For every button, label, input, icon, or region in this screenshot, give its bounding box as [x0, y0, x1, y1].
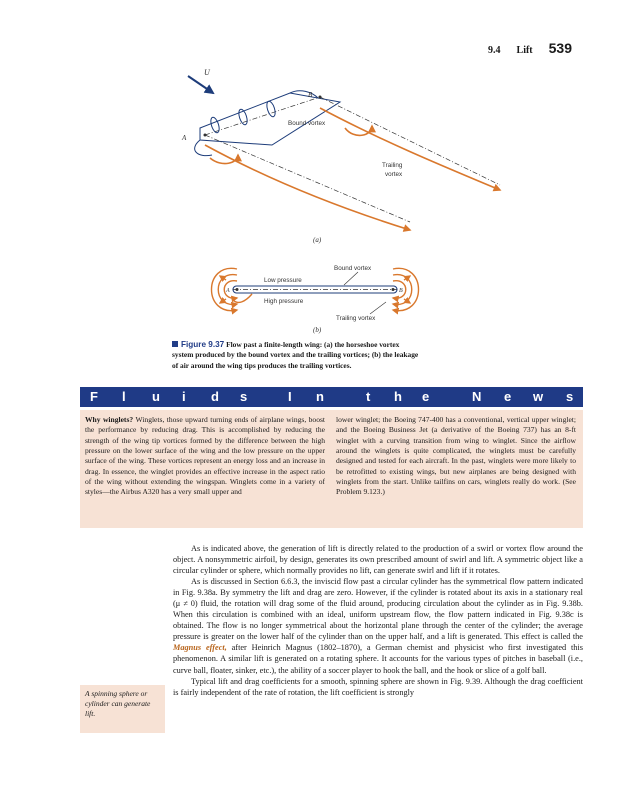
magnus-effect-term: Magnus effect, — [173, 643, 227, 653]
trailing-vortices — [205, 97, 500, 230]
banner-letter: s — [240, 389, 248, 404]
panel-label-b: (b) — [313, 326, 322, 334]
point-a-label-b: A — [226, 288, 230, 294]
bound-vortex-leader — [344, 272, 358, 285]
news-lead: Why winglets? — [85, 415, 134, 424]
body-text — [173, 543, 583, 698]
news-column-left — [85, 415, 325, 498]
banner-letter: I — [288, 389, 292, 404]
high-pressure-label: High pressure — [264, 298, 304, 305]
section-title: Lift — [516, 45, 533, 56]
figure-9-37 — [0, 0, 624, 340]
banner-letter: u — [152, 389, 160, 404]
banner-letter: s — [566, 389, 574, 404]
trailing-vortex-leader — [370, 302, 386, 314]
low-pressure-label: Low pressure — [264, 277, 302, 284]
bound-vortex-rotation — [209, 100, 277, 133]
velocity-label: U — [204, 68, 210, 77]
margin-note: A spinning sphere or cylinder can generate lift. — [80, 685, 165, 733]
news-column-right: lower winglet; the Boeing 747-400 has a conventional, vertical upper winglet; and the Boeing Business Jet (a derivative of the Boeing 737) has an 8-ft winglet with a curving transition from wing to winglet. Since the airflow around the winglets is quite complicated, the winglets must be carefully designed and tested for each aircraft. In the past, winglets were more likely to be retrofitted to existing wings, but new airplanes are being designed with winglets from the start. Unlike tailfins on cars, winglets really do work. (See Problem 9.123.) — [336, 415, 576, 497]
panel-label-a: (a) — [313, 236, 322, 244]
paragraph-2 — [173, 576, 583, 675]
banner-letter: t — [366, 389, 371, 404]
caption-text: Flow past a finite-length wing: (a) the horseshoe vortex system produced by the bound vortex and the trailing vortices; (b) the leakage of air around the wing tips produces the trailing vortices. — [172, 340, 419, 370]
point-b-label-b: B — [399, 288, 403, 294]
bound-vortex-line — [205, 97, 320, 135]
banner-letter: d — [211, 389, 219, 404]
wing-tip-b-dot — [392, 288, 395, 291]
banner-letter: l — [122, 389, 126, 404]
figure-label: Figure 9.37 — [181, 340, 225, 349]
banner-letter: e — [422, 389, 430, 404]
paragraph-3: Typical lift and drag coefficients for a smooth, spinning sphere are shown in Fig. 9.39. Although the drag coefficient is fairly independent of the rate of rotation, the lift coefficient is strongly — [173, 676, 583, 697]
bound-vortex-label-a: Bound vortex — [288, 120, 326, 127]
banner-letter: n — [316, 389, 324, 404]
trailing-vortex-label-b: Trailing vortex — [336, 315, 376, 322]
velocity-arrow — [188, 76, 213, 93]
caption-square-icon — [172, 341, 178, 347]
bound-vortex-label-b: Bound vortex — [334, 265, 372, 272]
news-left-text: Winglets, those upward turning ends of airplane wings, boost the performance by reducing drag. This is accomplished by reducing the strength of the wing tip vortices formed by the difference between the high pressure on the lower surface of the wing and the low pressure on the upper surface of the wing. These vortices represent an energy loss and an increase in drag. In essence, the winglet provides an effective increase in the aspect ratio of the wing without extending the wingspan. Winglets come in a variety of styles—the Airbus A320 has a very small upper and — [85, 415, 326, 497]
fluids-in-the-news-box — [80, 410, 583, 528]
banner-letter: N — [472, 389, 482, 404]
paragraph-2-before: As is discussed in Section 6.6.3, the inviscid flow past a circular cylinder has the symmetrical flow pattern indicated in Fig. 9.38a. By symmetry the lift and drag are zero. However, if the cylinder is rotated about its axis in a stationary real (μ ≠ 0) fluid, the rotation will drag some of the fluid around, producing circulation about the cylinder as in Fig. 9.38b. When this circulation is combined with an ideal, uniform upstream flow, the flow pattern indicated in Fig. 9.38c is obtained. The flow is no longer symmetrical about the horizontal plane through the center of the cylinder; the average pressure is greater on the lower half of the cylinder than on the upper half, and a lift is generated. This effect is called the — [173, 577, 583, 642]
point-a-dot — [204, 134, 207, 137]
point-b-label: B — [308, 91, 313, 99]
banner-letter: w — [533, 389, 544, 404]
paragraph-2-after: after Heinrich Magnus (1802–1870), a German chemist and physicist who first investigated this phenomenon. A similar lift is generated on a rotating sphere. It accounts for the various types of pitches in baseball (i.e., curve ball, floater, sinker, etc.), the ability of a soccer player to hook the ball, and the hook or slice of a golf ball. — [173, 643, 583, 675]
wing-tip-a-dot — [236, 288, 239, 291]
paragraph-1: As is indicated above, the generation of lift is directly related to the production of a swirl or vortex flow around the object. A nonsymmetric airfoil, by design, generates its own prescribed amount of swirl and lift. A symmetric object like a circular cylinder or sphere, which normally provides no lift, can generate swirl and lift if it rotates. — [173, 544, 583, 576]
section-number: 9.4 — [488, 45, 501, 56]
trailing-vortex-label-a-1: Trailing — [382, 162, 403, 169]
fluids-in-the-news-banner — [80, 387, 583, 407]
figure-caption — [172, 340, 422, 371]
point-b-dot — [319, 96, 322, 99]
point-a-label: A — [182, 134, 187, 142]
banner-letter: i — [182, 389, 186, 404]
banner-letter: h — [394, 389, 402, 404]
page-number: 539 — [548, 40, 572, 56]
trailing-vortex-label-a-2: vortex — [385, 171, 403, 178]
banner-letter: e — [504, 389, 512, 404]
banner-letter: F — [90, 389, 98, 404]
